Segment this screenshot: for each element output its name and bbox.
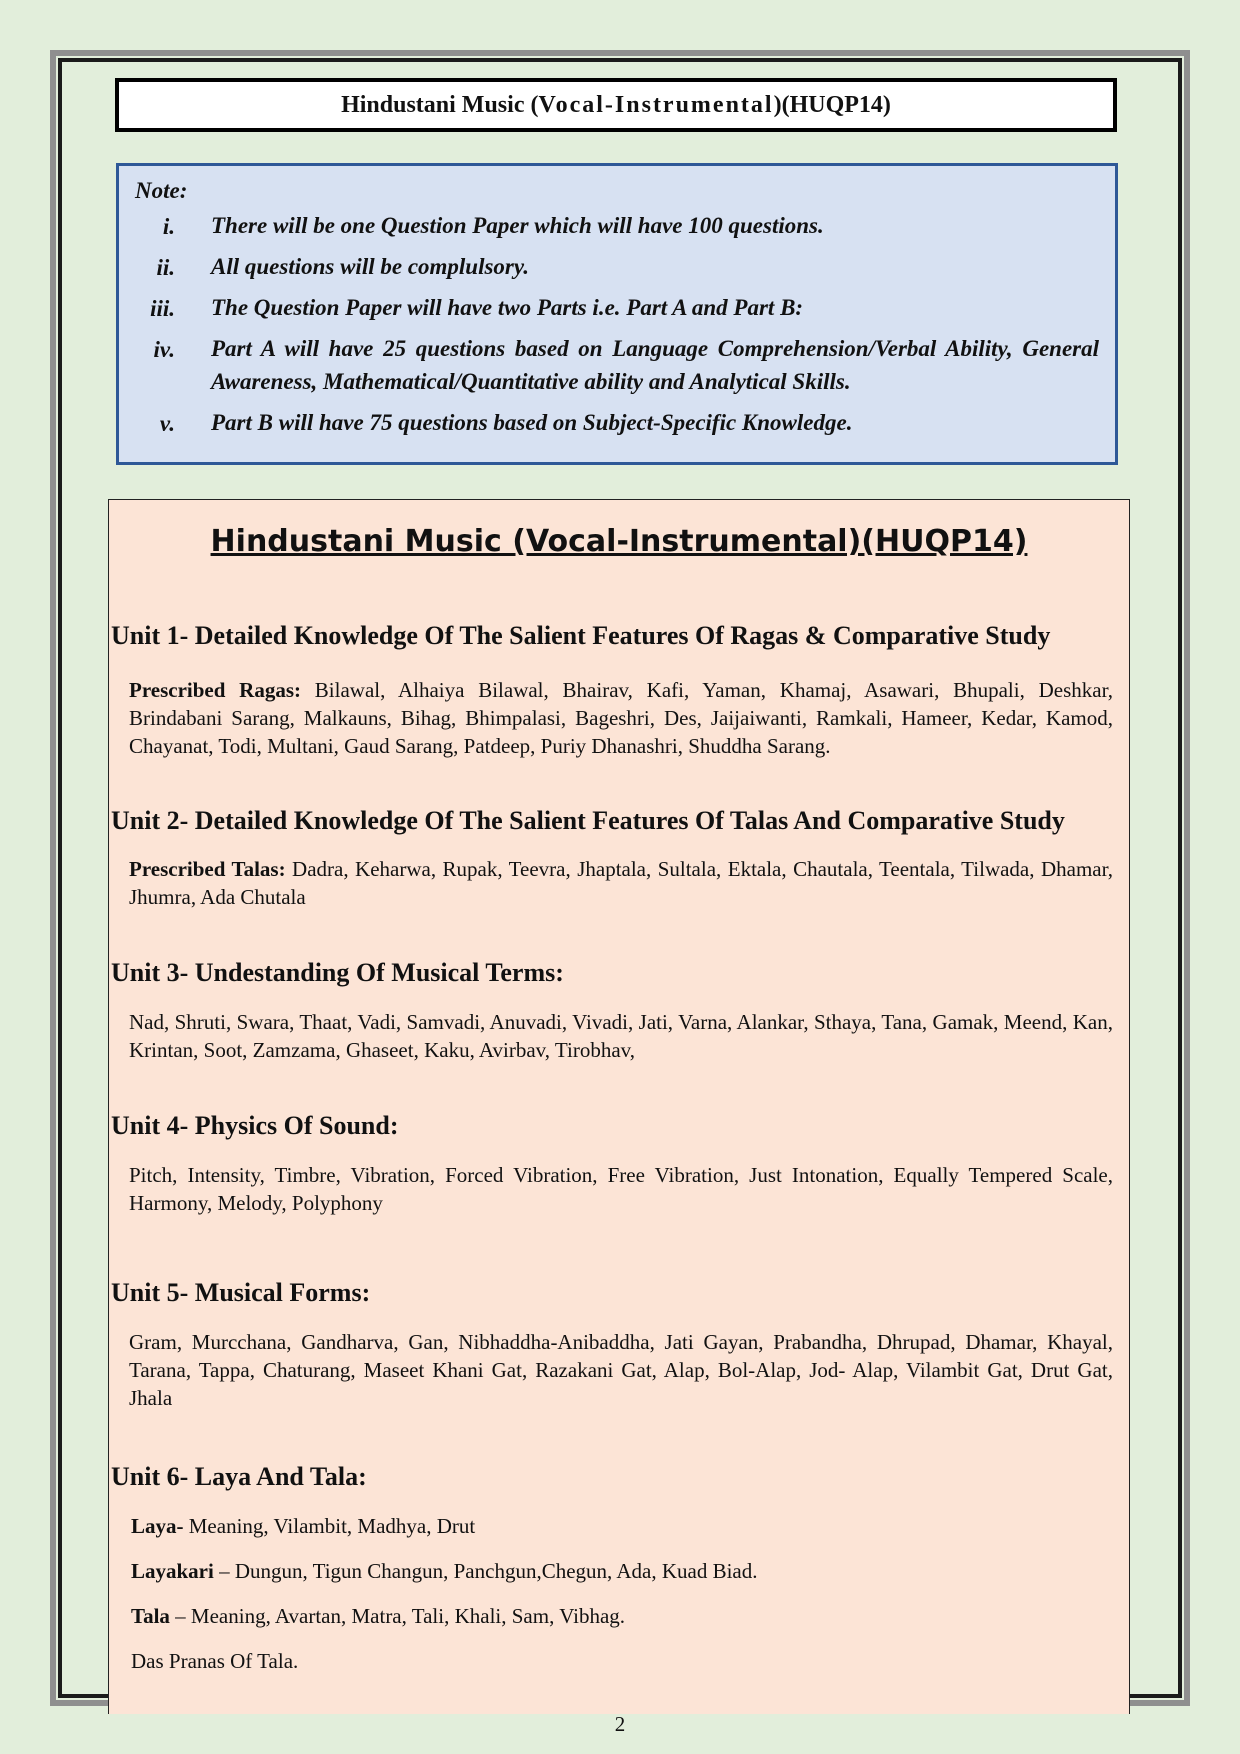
note-item-text: All questions will be complulsory. bbox=[211, 254, 529, 279]
laya-tala-text: – Dungun, Tigun Changun, Panchgun,Chegun, Ada, Kuad Biad. bbox=[213, 1559, 758, 1583]
title-text-2: Vocal-Instrumental bbox=[538, 91, 774, 118]
laya-tala-lead: Laya- bbox=[131, 1514, 184, 1538]
laya-tala-line bbox=[131, 1649, 298, 1674]
unit-body bbox=[129, 1161, 1113, 1217]
laya-tala-lead: Layakari bbox=[131, 1559, 214, 1583]
page-number: 2 bbox=[614, 1712, 626, 1736]
note-item-number: ii. bbox=[156, 255, 175, 280]
unit-body bbox=[129, 1328, 1113, 1412]
note-item-text: Part A will have 25 questions based on Language Comprehension/Verbal Ability, General Awareness, Mathematical/Quantitative ability and Analytical Skills. bbox=[211, 336, 1099, 394]
laya-tala-line bbox=[131, 1559, 758, 1584]
unit-title: Unit 4- Physics Of Sound: bbox=[111, 1111, 399, 1140]
laya-tala-line bbox=[131, 1514, 475, 1539]
page-title-box bbox=[115, 78, 1117, 132]
unit-title: Unit 1- Detailed Knowledge Of The Salient Features Of Ragas & Comparative Study bbox=[111, 621, 1051, 650]
unit-title: Unit 3- Undestanding Of Musical Terms: bbox=[111, 958, 564, 987]
note-item-text: Part B will have 75 questions based on Subject-Specific Knowledge. bbox=[211, 410, 853, 435]
note-item-number: i. bbox=[162, 214, 175, 239]
unit-text: Bilawal, Alhaiya Bilawal, Bhairav, Kafi, Yaman, Khamaj, Asawari, Bhupali, Deshkar, Brindabani Sarang, Malkauns, Bihag, Bhimpalasi, Bageshri, Des, Jaijaiwanti, Ramkali, Hameer, Kedar, Kamod, Chayanat, Todi, Multani, Gaud Sarang, Patdeep, Puriy Dhanashri, Shuddha Sarang. bbox=[129, 678, 1113, 758]
unit-text: Dadra, Keharwa, Rupak, Teevra, Jhaptala, Sultala, Ektala, Chautala, Teentala, Tilwada, Dhamar, Jhumra, Ada Chutala bbox=[129, 857, 1113, 909]
laya-tala-text: Das Pranas Of Tala. bbox=[131, 1649, 299, 1673]
syllabus-heading: Hindustani Music (Vocal-Instrumental)(HUQP14) bbox=[210, 524, 1028, 559]
syllabus-box bbox=[108, 499, 1130, 1714]
unit-body bbox=[129, 676, 1113, 760]
unit-title: Unit 6- Laya And Tala: bbox=[111, 1462, 367, 1491]
note-item-text: There will be one Question Paper which will have 100 questions. bbox=[211, 213, 824, 238]
note-label: Note: bbox=[135, 178, 188, 203]
title-text-1: Hindustani Music ( bbox=[341, 91, 539, 118]
unit-body bbox=[129, 1008, 1113, 1064]
title-text-3: )(HUQP14) bbox=[773, 91, 891, 118]
note-box bbox=[116, 163, 1118, 465]
unit-title: Unit 2- Detailed Knowledge Of The Salient Features Of Talas And Comparative Study bbox=[111, 806, 1065, 835]
unit-title: Unit 5- Musical Forms: bbox=[111, 1278, 371, 1307]
laya-tala-line bbox=[131, 1604, 625, 1629]
unit-body bbox=[129, 855, 1113, 911]
note-item-number: v. bbox=[159, 411, 175, 436]
note-item-text: The Question Paper will have two Parts i.e. Part A and Part B: bbox=[211, 295, 804, 320]
unit-text: Nad, Shruti, Swara, Thaat, Vadi, Samvadi, Anuvadi, Vivadi, Jati, Varna, Alankar, Sthaya, Tana, Gamak, Meend, Kan, Krintan, Soot, Zamzama, Ghaseet, Kaku, Avirbav, Tirobhav, bbox=[129, 1010, 1113, 1062]
laya-tala-lead: Tala bbox=[131, 1604, 170, 1628]
note-item-number: iii. bbox=[150, 296, 175, 321]
laya-tala-text: Meaning, Vilambit, Madhya, Drut bbox=[183, 1514, 476, 1538]
unit-lead: Prescribed Ragas: bbox=[129, 678, 302, 702]
unit-text: Pitch, Intensity, Timbre, Vibration, Forced Vibration, Free Vibration, Just Intonation, Equally Tempered Scale, Harmony, Melody, Polyphony bbox=[129, 1163, 1113, 1215]
unit-text: Gram, Murcchana, Gandharva, Gan, Nibhaddha-Anibaddha, Jati Gayan, Prabandha, Dhrupad, Dhamar, Khayal, Tarana, Tappa, Chaturang, Maseet Khani Gat, Razakani Gat, Alap, Bol-Alap, Jod- Alap, Vilambit Gat, Drut Gat, Jhala bbox=[129, 1330, 1113, 1410]
laya-tala-text: – Meaning, Avartan, Matra, Tali, Khali, Sam, Vibhag. bbox=[169, 1604, 626, 1628]
unit-lead: Prescribed Talas: bbox=[129, 857, 286, 881]
note-item-number: iv. bbox=[153, 337, 175, 362]
